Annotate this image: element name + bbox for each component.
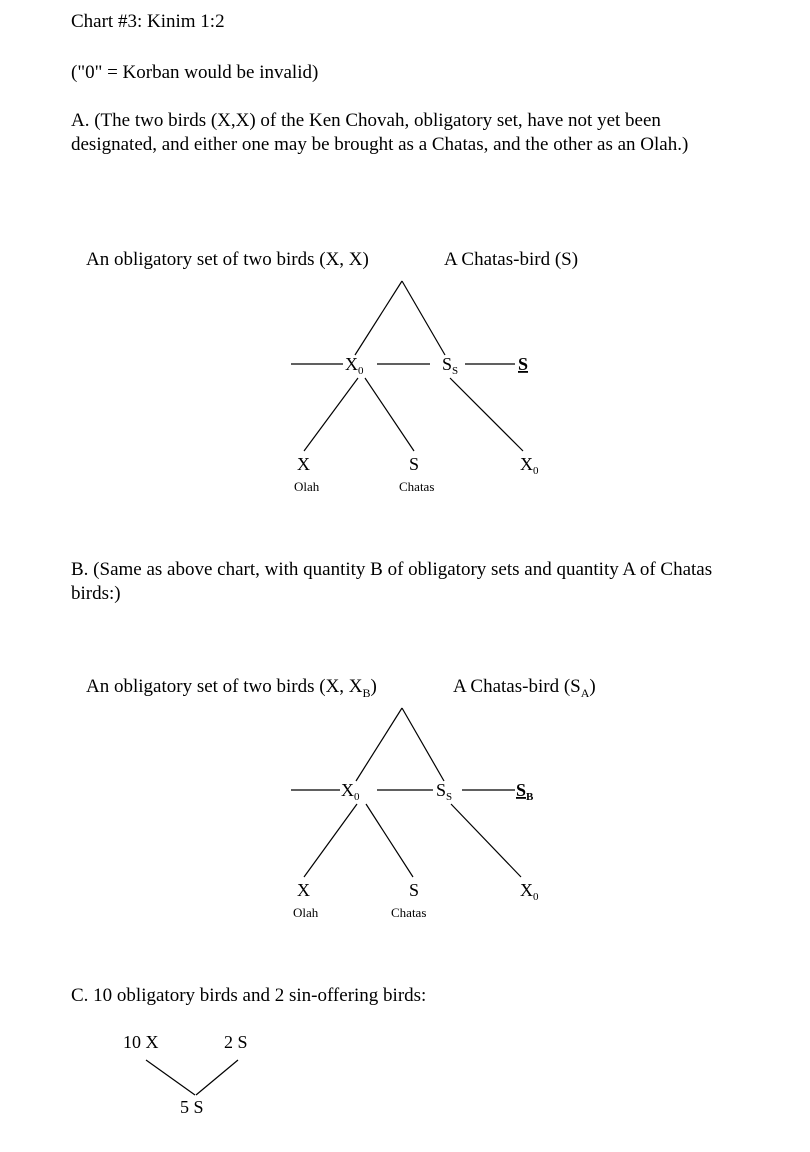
caption-chatas: Chatas: [399, 479, 435, 494]
section-b-chatas-bird-label: A Chatas-bird $(S_A)$: [453, 676, 596, 700]
caption-olah: Olah: [294, 479, 320, 494]
legend-note: ("0" = Korban would be invalid): [71, 62, 319, 83]
node-obligatory-count: 10 X: [123, 1032, 159, 1052]
node-result: 5 S: [180, 1097, 204, 1117]
leaf-x-invalid: $X_0$: [520, 454, 539, 477]
leaf-s: S: [409, 880, 420, 900]
node-s-end: S: [518, 354, 529, 374]
section-b-obligatory-set-label: An obligatory set of two birds (X, $X_B$): [86, 676, 377, 700]
section-a-obligatory-set-label: An obligatory set of two birds (X, X): [86, 249, 369, 270]
node-s-end: $S_B$: [516, 780, 534, 803]
caption-chatas: Chatas: [391, 905, 427, 920]
caption-olah: Olah: [293, 905, 319, 920]
edge-right-result: [196, 1060, 238, 1095]
node-x-invalid: $X_0$: [341, 780, 360, 803]
leaf-s: S: [409, 454, 420, 474]
edge-left-result: [146, 1060, 195, 1095]
leaf-x-invalid: $X_0$: [520, 880, 539, 903]
node-sin-offering-count: 2 S: [224, 1032, 248, 1052]
node-x-invalid: $X_0$: [345, 354, 364, 377]
leaf-x: X: [297, 454, 310, 474]
section-b-description: B. (Same as above chart, with quantity B of obligatory sets and quantity A of Chatas birds:): [71, 559, 713, 604]
leaf-x: X: [297, 880, 310, 900]
section-c-description: C. 10 obligatory birds and 2 sin-offering birds:: [71, 985, 427, 1006]
section-a-description: A. (The two birds (X,X) of the Ken Chovah, obligatory set, have not yet been designated, and either one may be brought as a Chatas, and the other as an Olah.): [71, 110, 689, 155]
node-s: $S_S$: [442, 354, 459, 377]
section-a-chatas-bird-label: A Chatas-bird (S): [444, 249, 579, 270]
chart-title: Chart #3: Kinim 1:2: [71, 11, 225, 32]
node-s: $S_S$: [436, 780, 453, 803]
